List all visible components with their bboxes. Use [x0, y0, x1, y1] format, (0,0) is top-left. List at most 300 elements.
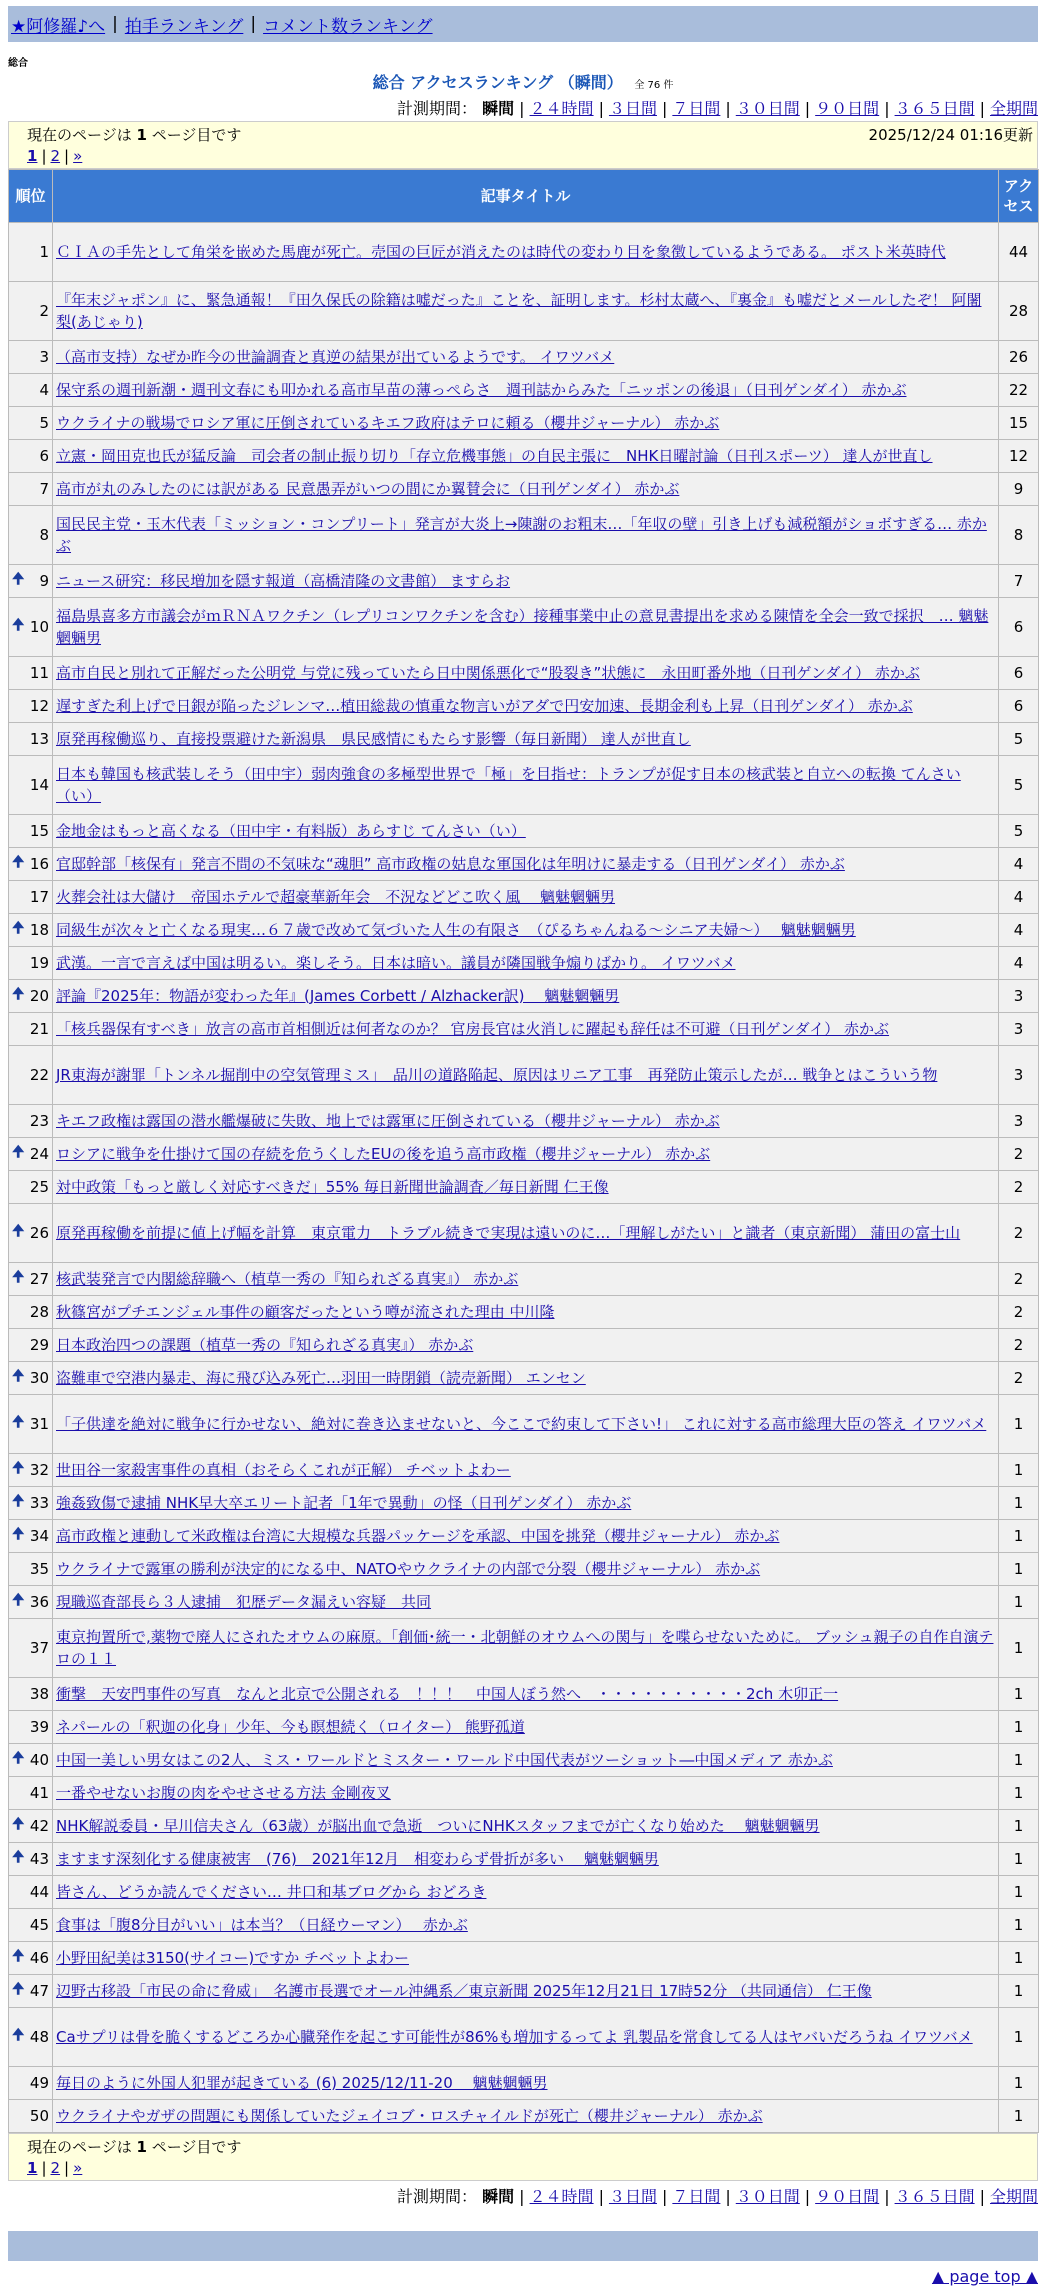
article-link[interactable]: 強姦致傷で逮捕 NHK早大卒エリート記者「1年で異動」の怪（日刊ゲンダイ） 赤かぶ	[56, 1494, 632, 1512]
rank-cell	[9, 980, 53, 1013]
article-link[interactable]: 原発再稼働を前提に値上げ幅を計算 東京電力 トラブル続きで実現は遠いのに…「理解しがたい」と識者（東京新聞） 蒲田の富士山	[56, 1224, 961, 1242]
period-option[interactable]: 全期間	[989, 2187, 1038, 2206]
access-count: 2	[999, 1263, 1039, 1296]
access-count: 1	[999, 1744, 1039, 1777]
title-cell	[53, 1520, 999, 1553]
rank-number: 24	[29, 1145, 49, 1163]
title-cell	[53, 1744, 999, 1777]
up-arrow-icon: 🠉	[12, 615, 25, 634]
rank-cell	[9, 2100, 53, 2133]
article-link[interactable]: 秋篠宮がプチエンジェル事件の顧客だったという噂が流された理由 中川隆	[56, 1303, 555, 1321]
rank-number: 43	[29, 1850, 49, 1868]
period-option[interactable]: ３０日間	[735, 99, 800, 118]
rank-cell	[9, 1487, 53, 1520]
article-link[interactable]: 遅すぎた利上げで日銀が陥ったジレンマ…植田総裁の慎重な物言いがアダで円安加速、長期金利も上昇（日刊ゲンダイ） 赤かぶ	[56, 697, 913, 715]
rank-cell	[9, 1777, 53, 1810]
up-arrow-icon: 🠉	[12, 1590, 25, 1609]
rank-cell	[9, 1876, 53, 1909]
rank-number: 39	[29, 1718, 49, 1736]
page-top-link[interactable]: ▲ page top ▲	[931, 2267, 1038, 2286]
rank-cell	[9, 1263, 53, 1296]
page-link[interactable]: 2	[50, 2159, 61, 2177]
rank-number: 20	[29, 987, 49, 1005]
rank-number: 45	[29, 1916, 49, 1934]
applause-ranking-link[interactable]: 拍手ランキング	[124, 16, 244, 37]
rank-number: 18	[29, 921, 49, 939]
rank-cell	[9, 1711, 53, 1744]
access-count: 4	[999, 881, 1039, 914]
article-link[interactable]: ウクライナやガザの問題にも関係していたジェイコブ・ロスチャイルドが死亡（櫻井ジャーナル） 赤かぶ	[56, 2107, 763, 2125]
rank-cell	[9, 223, 53, 282]
article-link[interactable]: 評論『2025年：物語が変わった年』(James Corbett / Alzhacker訳) 魑魅魍魎男	[56, 987, 620, 1005]
period-separator: |	[725, 99, 731, 118]
table-row	[9, 1520, 1039, 1553]
rank-cell	[9, 1975, 53, 2008]
table-row	[9, 407, 1039, 440]
article-link[interactable]: 立憲・岡田克也氏が猛反論 司会者の制止振り切り「存立危機事態」の自民主張に NHK日曜討論（日刊スポーツ） 達人が世直し	[56, 447, 933, 465]
rank-number: 29	[29, 1336, 49, 1354]
table-row	[9, 598, 1039, 657]
top-nav-bar	[8, 6, 1038, 42]
article-link[interactable]: 日本も韓国も核武装しそう（田中宇）弱肉強食の多極型世界で「極」を目指せ：トランプが促す日本の核武装と自立への転換 てんさい（い）	[56, 765, 961, 805]
article-link[interactable]: ますます深刻化する健康被害 (76) 2021年12月 相変わらず骨折が多い 魑魅魍魎男	[56, 1850, 659, 1868]
period-separator: |	[519, 2187, 525, 2206]
title-cell	[53, 1171, 999, 1204]
up-arrow-icon: 🠉	[12, 1267, 25, 1286]
article-link[interactable]: 福島県喜多方市議会がｍＲＮＡワクチン（レプリコンワクチンを含む）接種事業中止の意見書提出を求める陳情を全会一致で採択 … 魑魅魍魎男	[56, 607, 989, 647]
table-row	[9, 1395, 1039, 1454]
access-count: 1	[999, 1586, 1039, 1619]
table-row	[9, 374, 1039, 407]
comment-ranking-link[interactable]: コメント数ランキング	[263, 16, 433, 37]
rank-number: 48	[29, 2028, 49, 2046]
table-row	[9, 723, 1039, 756]
title-cell	[53, 1013, 999, 1046]
access-count: 4	[999, 947, 1039, 980]
article-link[interactable]: 毎日のように外国人犯罪が起きている (6) 2025/12/11-20 魑魅魍魎男	[56, 2074, 548, 2092]
access-count: 1	[999, 2008, 1039, 2067]
rank-number: 31	[29, 1415, 49, 1433]
article-link[interactable]: ニュース研究：移民増加を隠す報道（高橋清隆の文書館） ますらお	[56, 572, 511, 590]
title-cell	[53, 341, 999, 374]
article-link[interactable]: 保守系の週刊新潮・週刊文春にも叩かれる高市早苗の薄っぺらさ 週刊誌からみた「ニッポンの後退」（日刊ゲンダイ） 赤かぶ	[56, 381, 907, 399]
up-arrow-icon: 🠉	[12, 852, 25, 871]
up-arrow-icon: 🠉	[12, 1366, 25, 1385]
up-arrow-icon: 🠉	[12, 569, 25, 588]
title-cell	[53, 980, 999, 1013]
table-row	[9, 282, 1039, 341]
next-page-link[interactable]: »	[73, 147, 83, 165]
rank-cell	[9, 1553, 53, 1586]
period-option[interactable]: ７日間	[672, 2187, 721, 2206]
up-arrow-icon: 🠉	[12, 984, 25, 1003]
period-separator: |	[725, 2187, 731, 2206]
rank-cell	[9, 440, 53, 473]
title-cell	[53, 1553, 999, 1586]
up-arrow-icon: 🠉	[12, 1491, 25, 1510]
table-row	[9, 980, 1039, 1013]
access-count: 2	[999, 1138, 1039, 1171]
title-cell	[53, 374, 999, 407]
rank-cell	[9, 1520, 53, 1553]
page-separator: |	[64, 147, 70, 165]
rank-number: 37	[29, 1639, 49, 1657]
pager-bottom	[8, 2133, 1038, 2181]
category-label: 総合	[8, 58, 28, 69]
article-link[interactable]: キエフ政権は露国の潜水艦爆破に失敗、地上では露軍に圧倒されている（櫻井ジャーナル） 赤かぶ	[56, 1112, 720, 1130]
access-count: 1	[999, 1942, 1039, 1975]
rank-number: 23	[29, 1112, 49, 1130]
rank-cell	[9, 723, 53, 756]
page-top	[8, 2267, 1038, 2291]
rank-number: 12	[29, 697, 49, 715]
access-count: 5	[999, 756, 1039, 815]
table-row	[9, 1553, 1039, 1586]
current-page-text: 現在のページは 1 ページ目です	[27, 2138, 242, 2156]
table-row	[9, 1777, 1039, 1810]
title-cell	[53, 914, 999, 947]
rank-number: 15	[29, 822, 49, 840]
article-link[interactable]: 火葬会社は大儲け 帝国ホテルで超豪華新年会 不況などどこ吹く風 魑魅魍魎男	[56, 888, 616, 906]
article-link[interactable]: 皆さん、どうか読んでください… 井口和基ブログから おどろき	[56, 1883, 487, 1901]
title-cell	[53, 2100, 999, 2133]
rank-number: 8	[39, 526, 49, 544]
access-count: 2	[999, 1204, 1039, 1263]
article-link[interactable]: （高市支持）なぜか昨今の世論調査と真逆の結果が出ているようです。 イワツバメ	[56, 348, 615, 366]
rank-cell	[9, 1046, 53, 1105]
access-count: 1	[999, 1843, 1039, 1876]
period-option[interactable]: ７日間	[672, 99, 721, 118]
table-row	[9, 1046, 1039, 1105]
rank-cell	[9, 374, 53, 407]
rank-cell	[9, 2067, 53, 2100]
access-count: 1	[999, 1777, 1039, 1810]
title-cell	[53, 1711, 999, 1744]
access-count: 6	[999, 657, 1039, 690]
article-link[interactable]: JR東海が謝罪「トンネル掘削中の空気管理ミス」 品川の道路陥起、原因はリニア工事 再発防止策示したが… 戦争とはこういう物	[56, 1066, 938, 1084]
title-cell	[53, 1138, 999, 1171]
table-row	[9, 1586, 1039, 1619]
table-row	[9, 1454, 1039, 1487]
article-link[interactable]: ネパールの「釈迦の化身」少年、今も瞑想続く（ロイター） 熊野孤道	[56, 1718, 525, 1736]
up-arrow-icon: 🠉	[12, 1946, 25, 1965]
rank-number: 3	[39, 348, 49, 366]
article-link[interactable]: 高市自民と別れて正解だった公明党 与党に残っていたら日中関係悪化で“股裂き”状態に 永田町番外地（日刊ゲンダイ） 赤かぶ	[56, 664, 920, 682]
period-option[interactable]: ２４時間	[529, 2187, 594, 2206]
rank-number: 33	[29, 1494, 49, 1512]
access-count: 28	[999, 282, 1039, 341]
title-cell	[53, 2067, 999, 2100]
article-link[interactable]: 「子供達を絶対に戦争に行かせない、絶対に巻き込ませないと、今ここで約束して下さい!」 これに対する高市総理大臣の答え イワツバメ	[56, 1415, 987, 1433]
rank-cell	[9, 1105, 53, 1138]
period-option[interactable]: ３日間	[608, 2187, 657, 2206]
period-label: 計測期間：	[397, 2187, 478, 2206]
rank-number: 35	[29, 1560, 49, 1578]
title-cell	[53, 723, 999, 756]
table-row	[9, 440, 1039, 473]
title-cell	[53, 1329, 999, 1362]
article-link[interactable]: 国民民主党・玉木代表「ミッション・コンプリート」発言が大炎上→陳謝のお粗末…「年収の壁」引き上げも減税額がショボすぎる… 赤かぶ	[56, 515, 987, 555]
access-count: 1	[999, 1454, 1039, 1487]
ranking-rows	[9, 223, 1039, 2133]
rank-number: 17	[29, 888, 49, 906]
access-count: 1	[999, 1395, 1039, 1454]
table-row	[9, 657, 1039, 690]
up-arrow-icon: 🠉	[12, 1814, 25, 1833]
rank-cell	[9, 1171, 53, 1204]
article-link[interactable]: 食事は「腹8分目がいい」は本当？（日経ウーマン） 赤かぶ	[56, 1916, 468, 1934]
period-separator: |	[884, 99, 890, 118]
table-row	[9, 1362, 1039, 1395]
rank-cell	[9, 914, 53, 947]
page-separator: |	[64, 2159, 70, 2177]
rank-cell	[9, 1204, 53, 1263]
rank-number: 7	[39, 480, 49, 498]
title-cell	[53, 440, 999, 473]
nav-separator: |	[112, 14, 118, 34]
title-cell	[53, 1777, 999, 1810]
ranking-title: 総合 アクセスランキング （瞬間）	[372, 73, 623, 92]
up-arrow-icon: 🠉	[12, 1412, 25, 1431]
title-cell	[53, 756, 999, 815]
period-separator: |	[661, 2187, 668, 2206]
article-link[interactable]: 官邸幹部「核保有」発言不問の不気味な“魂胆” 高市政権の姑息な軍国化は年明けに暴走する（日刊ゲンダイ） 赤かぶ	[56, 855, 845, 873]
access-count: 2	[999, 1362, 1039, 1395]
title-cell	[53, 1454, 999, 1487]
table-row	[9, 1204, 1039, 1263]
rank-number: 14	[29, 776, 49, 794]
table-row	[9, 506, 1039, 565]
article-link[interactable]: 盗難車で空港内暴走、海に飛び込み死亡…羽田一時閉鎖（読売新聞） エンセン	[56, 1369, 586, 1387]
table-row	[9, 473, 1039, 506]
article-link[interactable]: 原発再稼働巡り、直接投票避けた新潟県 県民感情にもたらす影響（毎日新聞） 達人が世直し	[56, 730, 691, 748]
up-arrow-icon: 🠉	[12, 1847, 25, 1866]
access-count: 2	[999, 1329, 1039, 1362]
article-link[interactable]: 中国一美しい男女はこの2人、ミス・ワールドとミスター・ワールド中国代表がツーショット―中国メディア 赤かぶ	[56, 1751, 833, 1769]
period-separator: |	[598, 2187, 604, 2206]
article-link[interactable]: 「核兵器保有すべき」放言の高市首相側近は何者なのか？ 官房長官は火消しに躍起も辞任は不可避（日刊ゲンダイ） 赤かぶ	[56, 1020, 890, 1038]
rank-cell	[9, 815, 53, 848]
rank-number: 28	[29, 1303, 49, 1321]
article-link[interactable]: 『年末ジャポン』に、緊急通報！『田久保氏の除籍は嘘だった』ことを、証明します。杉村太蔵へ、『裏金』も嘘だとメールしたぞ！ 阿闍梨(あじゃり)	[56, 291, 982, 331]
page-separator: |	[41, 147, 47, 165]
table-row	[9, 1487, 1039, 1520]
title-cell	[53, 848, 999, 881]
rank-cell	[9, 657, 53, 690]
period-option[interactable]: ３０日間	[735, 2187, 800, 2206]
article-link[interactable]: 小野田紀美は3150(サイコー)ですか チベットよわー	[56, 1949, 409, 1967]
page-numbers	[27, 147, 1033, 165]
rank-number: 25	[29, 1178, 49, 1196]
access-count: 1	[999, 1909, 1039, 1942]
article-link[interactable]: ロシアに戦争を仕掛けて国の存続を危うくしたEUの後を追う高市政権（櫻井ジャーナル） 赤かぶ	[56, 1145, 711, 1163]
article-link[interactable]: 東京拘置所で,薬物で廃人にされたオウムの麻原。「創価･統一・北朝鮮のオウムへの関与」を喋らせないために。 ブッシュ親子の自作自演テロの１１	[56, 1628, 994, 1668]
period-separator: |	[884, 2187, 890, 2206]
period-separator: |	[519, 99, 525, 118]
period-option[interactable]: 全期間	[989, 99, 1038, 118]
rank-number: 2	[39, 302, 49, 320]
period-option[interactable]: ９０日間	[815, 2187, 880, 2206]
access-count: 44	[999, 223, 1039, 282]
rank-number: 11	[29, 664, 49, 682]
page-link[interactable]: 1	[27, 2159, 38, 2177]
period-option[interactable]: ９０日間	[815, 99, 880, 118]
table-row	[9, 947, 1039, 980]
access-count: 1	[999, 1810, 1039, 1843]
period-selector-bottom	[8, 2185, 1038, 2209]
rank-cell	[9, 1296, 53, 1329]
pager-top	[8, 121, 1038, 169]
rank-number: 47	[29, 1982, 49, 2000]
rank-cell	[9, 506, 53, 565]
title-cell	[53, 1619, 999, 1678]
title-cell	[53, 881, 999, 914]
next-page-link[interactable]: »	[73, 2159, 83, 2177]
rank-cell	[9, 565, 53, 598]
article-link[interactable]: 衝撃 天安門事件の写真 なんと北京で公開される ！！！ 中国人ぼう然へ ・・・・・・・・・・2ch 木卯正一	[56, 1685, 839, 1703]
article-link[interactable]: 金地金はもっと高くなる（田中宇・有料版）あらすじ てんさい（い）	[56, 822, 526, 840]
article-link[interactable]: ウクライナの戦場でロシア軍に圧倒されているキエフ政府はテロに頼る（櫻井ジャーナル） 赤かぶ	[56, 414, 720, 432]
rank-number: 1	[39, 243, 49, 261]
article-link[interactable]: 世田谷一家殺害事件の真相（おそらくこれが正解） チベットよわー	[56, 1461, 511, 1479]
rank-cell	[9, 473, 53, 506]
access-count: 1	[999, 2100, 1039, 2133]
access-count: 1	[999, 1876, 1039, 1909]
title-cell	[53, 1909, 999, 1942]
table-row	[9, 1942, 1039, 1975]
table-row	[9, 881, 1039, 914]
rank-number: 42	[29, 1817, 49, 1835]
title-cell	[53, 1395, 999, 1454]
article-link[interactable]: 現職巡査部長ら３人逮捕 犯歴データ漏えい容疑 共同	[56, 1593, 432, 1611]
article-link[interactable]: Caサプリは骨を脆くするどころか心臓発作を起こす可能性が86%も増加するってよ 乳製品を常食してる人はヤバいだろうね イワツバメ	[56, 2028, 973, 2046]
page-link[interactable]: 2	[50, 147, 61, 165]
article-link[interactable]: 対中政策「もっと厳しく対応すべきだ」55% 毎日新聞世論調査／毎日新聞 仁王像	[56, 1178, 609, 1196]
access-count: 6	[999, 690, 1039, 723]
column-header-rank: 順位	[9, 170, 53, 223]
rank-cell	[9, 2008, 53, 2067]
title-cell	[53, 2008, 999, 2067]
rank-number: 21	[29, 1020, 49, 1038]
rank-number: 13	[29, 730, 49, 748]
period-option[interactable]: ３６５日間	[894, 2187, 975, 2206]
rank-number: 38	[29, 1685, 49, 1703]
total-count: 全 76 件	[634, 80, 674, 91]
title-cell	[53, 282, 999, 341]
page	[8, 6, 1038, 2291]
page-link[interactable]: 1	[27, 147, 38, 165]
period-selector-top	[8, 97, 1038, 121]
column-header-title: 記事タイトル	[53, 170, 999, 223]
article-link[interactable]: ＣＩＡの手先として角栄を嵌めた馬鹿が死亡。売国の巨匠が消えたのは時代の変わり目を象徴しているようである。 ポスト米英時代	[56, 243, 946, 261]
table-row	[9, 1013, 1039, 1046]
rank-number: 40	[29, 1751, 49, 1769]
rank-cell	[9, 1395, 53, 1454]
article-link[interactable]: 同級生が次々と亡くなる現実…６７歳で改めて気づいた人生の有限さ （ぴるちゃんねる～シニア夫婦～） 魑魅魍魎男	[56, 921, 856, 939]
up-arrow-icon: 🠉	[12, 1979, 25, 1998]
rank-cell	[9, 1013, 53, 1046]
title-cell	[53, 1487, 999, 1520]
access-count: 22	[999, 374, 1039, 407]
rank-number: 22	[29, 1066, 49, 1084]
period-option[interactable]: ３６５日間	[894, 99, 975, 118]
table-row	[9, 2067, 1039, 2100]
rank-number: 5	[39, 414, 49, 432]
period-option[interactable]: ３日間	[608, 99, 657, 118]
article-link[interactable]: 辺野古移設「市民の命に脅威」 名護市長選でオール沖縄系／東京新聞 2025年12月21日 17時52分 （共同通信） 仁王像	[56, 1982, 872, 2000]
table-row	[9, 1263, 1039, 1296]
title-cell	[53, 1204, 999, 1263]
rank-number: 10	[29, 618, 49, 636]
title-cell	[53, 223, 999, 282]
table-row	[9, 1678, 1039, 1711]
table-row	[9, 223, 1039, 282]
rank-cell	[9, 341, 53, 374]
rank-cell	[9, 947, 53, 980]
article-link[interactable]: 高市が丸のみしたのには訳がある 民意愚弄がいつの間にか翼賛会に（日刊ゲンダイ） 赤かぶ	[56, 480, 680, 498]
access-count: 3	[999, 1013, 1039, 1046]
rank-number: 6	[39, 447, 49, 465]
page-separator: |	[41, 2159, 47, 2177]
title-cell	[53, 1942, 999, 1975]
access-count: 8	[999, 506, 1039, 565]
table-row	[9, 1876, 1039, 1909]
title-cell	[53, 947, 999, 980]
title-cell	[53, 1263, 999, 1296]
rank-cell	[9, 881, 53, 914]
title-cell	[53, 657, 999, 690]
rank-number: 32	[29, 1461, 49, 1479]
article-link[interactable]: 日本政治四つの課題（植草一秀の『知られざる真実』） 赤かぶ	[56, 1336, 474, 1354]
page-numbers	[27, 2159, 1033, 2177]
access-count: 12	[999, 440, 1039, 473]
access-count: 4	[999, 914, 1039, 947]
rank-number: 46	[29, 1949, 49, 1967]
period-separator: |	[661, 99, 668, 118]
rank-number: 36	[29, 1593, 49, 1611]
current-page-text: 現在のページは 1 ページ目です	[27, 126, 242, 144]
article-link[interactable]: 核武装発言で内閣総辞職へ（植草一秀の『知られざる真実』） 赤かぶ	[56, 1270, 519, 1288]
access-count: 5	[999, 815, 1039, 848]
up-arrow-icon: 🠉	[12, 918, 25, 937]
period-separator: |	[804, 2187, 811, 2206]
rank-cell	[9, 1329, 53, 1362]
period-option[interactable]: ２４時間	[529, 99, 594, 118]
article-link[interactable]: NHK解説委員・早川信夫さん（63歳）が脳出血で急逝 ついにNHKスタッフまでが亡くなり始めた 魑魅魍魎男	[56, 1817, 820, 1835]
rank-cell	[9, 1678, 53, 1711]
article-link[interactable]: 武漢。一言で言えば中国は明るい。楽しそう。日本は暗い。議員が隣国戦争煽りばかり。 イワツバメ	[56, 954, 736, 972]
table-row	[9, 815, 1039, 848]
rank-cell	[9, 1810, 53, 1843]
title-cell	[53, 1586, 999, 1619]
title-cell	[53, 598, 999, 657]
rank-cell	[9, 1362, 53, 1395]
article-link[interactable]: 高市政権と連動して米政権は台湾に大規模な兵器パッケージを承認、中国を挑発（櫻井ジャーナル） 赤かぶ	[56, 1527, 780, 1545]
table-row	[9, 1296, 1039, 1329]
table-row	[9, 2100, 1039, 2133]
access-count: 5	[999, 723, 1039, 756]
rank-number: 4	[39, 381, 49, 399]
page-title	[8, 70, 1038, 93]
title-cell	[53, 565, 999, 598]
table-row	[9, 1744, 1039, 1777]
access-count: 2	[999, 1296, 1039, 1329]
title-cell	[53, 1975, 999, 2008]
article-link[interactable]: ウクライナで露軍の勝利が決定的になる中、NATOやウクライナの内部で分裂（櫻井ジャーナル） 赤かぶ	[56, 1560, 761, 1578]
rank-number: 19	[29, 954, 49, 972]
article-link[interactable]: 一番やせないお腹の肉をやせさせる方法 金剛夜叉	[56, 1784, 391, 1802]
home-link[interactable]: ★阿修羅♪へ	[11, 16, 106, 37]
